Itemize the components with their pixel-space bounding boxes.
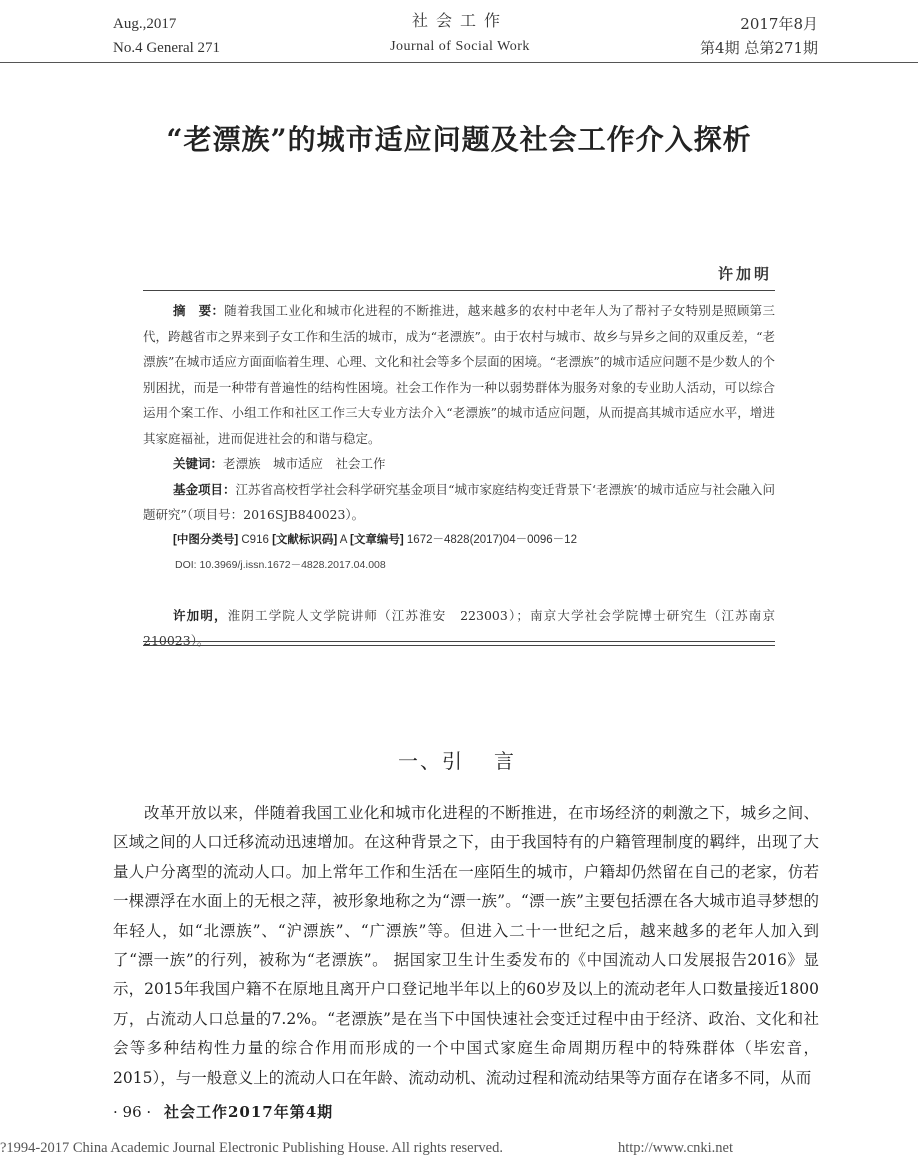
journal-name-cn: 社会工作	[411, 11, 508, 30]
header-date-en: Aug.,2017	[113, 16, 177, 32]
author-info-text: 淮阴工学院人文学院讲师（江苏淮安 223003）；南京大学社会学院博士研究生（江苏南京210023）。	[143, 607, 775, 648]
artno-label: [文章编号]	[350, 533, 404, 546]
doi-line: DOI: 10.3969/j.issn.1672－4828.2017.04.008	[175, 559, 386, 571]
fund	[143, 477, 775, 528]
header-rule	[0, 62, 918, 63]
abstract-bottom-rule-2	[143, 645, 775, 646]
body-text	[113, 799, 819, 1093]
abstract-text: 随着我国工业化和城市化进程的不断推进，越来越多的农村中老年人为了帮衬子女特别是照顾第三代，跨越省市之界来到子女工作和生活的城市，成为“老漂族”。由于农村与城市、故乡与异乡之间的双重反差，“老漂族”在城市适应方面面临着生理、心理、文化和社会等多个层面的困境。“老漂族”的城市适应问题不是少数人的个别困扰，而是一种带有普遍性的结构性困境。社会工作作为一种以弱势群体为服务对象的专业助人活动，可以综合运用个案工作、小组工作和社区工作三大专业方法介入“老漂族”的城市适应问题，从而提高其城市适应水平，增进其家庭福祉，进而促进社会的和谐与稳定。	[143, 303, 775, 446]
fund-text: 江苏省高校哲学社会科学研究基金项目“城市家庭结构变迁背景下‘老漂族’的城市适应与社会融入问题研究”（项目号：2016SJB840023）。	[143, 481, 775, 522]
page-header	[0, 0, 918, 62]
abstract-bottom-rule	[143, 641, 775, 642]
clc-value: C916	[238, 533, 273, 546]
page-footer	[113, 1101, 333, 1122]
abstract-box	[143, 298, 775, 654]
copyright-bar	[0, 1140, 918, 1161]
keywords-text: 老漂族 城市适应 社会工作	[223, 456, 386, 471]
header-issue-en: No.4 General 271	[113, 40, 221, 56]
journal-name-en: Journal of Social Work	[390, 39, 530, 54]
section-heading	[0, 745, 918, 774]
artno-value: 1672－4828(2017)04－0096－12	[403, 533, 577, 546]
author-info-label: 许加明，	[173, 607, 228, 623]
article-title: “老漂族”的城市适应问题及社会工作介入探析	[166, 123, 752, 156]
page-number: · 96 ·	[113, 1103, 152, 1121]
classification-line	[143, 528, 775, 554]
keywords-label: 关键词：	[173, 456, 224, 471]
header-right	[700, 12, 818, 60]
clc-label: [中图分类号]	[173, 533, 239, 546]
keywords	[143, 451, 775, 477]
header-date-cn: 2017年8月	[740, 15, 818, 33]
abstract-label: 摘 要：	[173, 303, 225, 318]
doccode-label: [文献标识码]	[272, 533, 338, 546]
article-author: 许加明	[717, 265, 772, 283]
header-center	[360, 8, 560, 60]
cnki-link[interactable]: http://www.cnki.net	[617, 1140, 733, 1156]
fund-label: 基金项目：	[173, 481, 236, 497]
section-title: 引 言	[442, 749, 520, 773]
section-number: 一、	[398, 749, 442, 773]
doccode-value: A	[337, 533, 351, 546]
copyright-text: ?1994-2017 China Academic Journal Electronic Publishing House. All rights reserved.	[0, 1140, 503, 1156]
abstract	[143, 298, 775, 451]
abstract-top-rule	[143, 290, 775, 291]
body-paragraph: 改革开放以来，伴随着我国工业化和城市化进程的不断推进，在市场经济的刺激之下，城乡之间、区域之间的人口迁移流动迅速增加。在这种背景之下，由于我国特有的户籍管理制度的羁绊，出现了大量人户分离型的流动人口。加上常年工作和生活在一座陌生的城市，户籍却仍然留在自己的老家，仿若一棵漂浮在水面上的无根之萍，被形象地称之为“漂一族”。“漂一族”主要包括漂在各大城市追寻梦想的年轻人，如“北漂族”、“沪漂族”、“广漂族”等。但进入二十一世纪之后，越来越多的老年人加入到了“漂一族”的行列，被称为“老漂族”。 据国家卫生计生委发布的《中国流动人口发展报告2016》显示，2015年我国户籍不在原地且离开户口登记地半年以上的60岁及以上的流动老年人口数量接近1800万，占流动人口总量的7.2%。“老漂族”是在当下中国快速社会变迁过程中由于经济、政治、文化和社会等多种结构性力量的综合作用而形成的一个中国式家庭生命周期历程中的特殊群体（毕宏音，2015），与一般意义上的流动人口在年龄、流动动机、流动过程和流动结果等方面存在诸多不同，从而	[113, 804, 819, 1087]
header-left	[113, 12, 220, 60]
header-issue-cn: 第4期 总第271期	[700, 39, 818, 57]
footer-journal: 社会工作2017年第4期	[163, 1103, 334, 1121]
